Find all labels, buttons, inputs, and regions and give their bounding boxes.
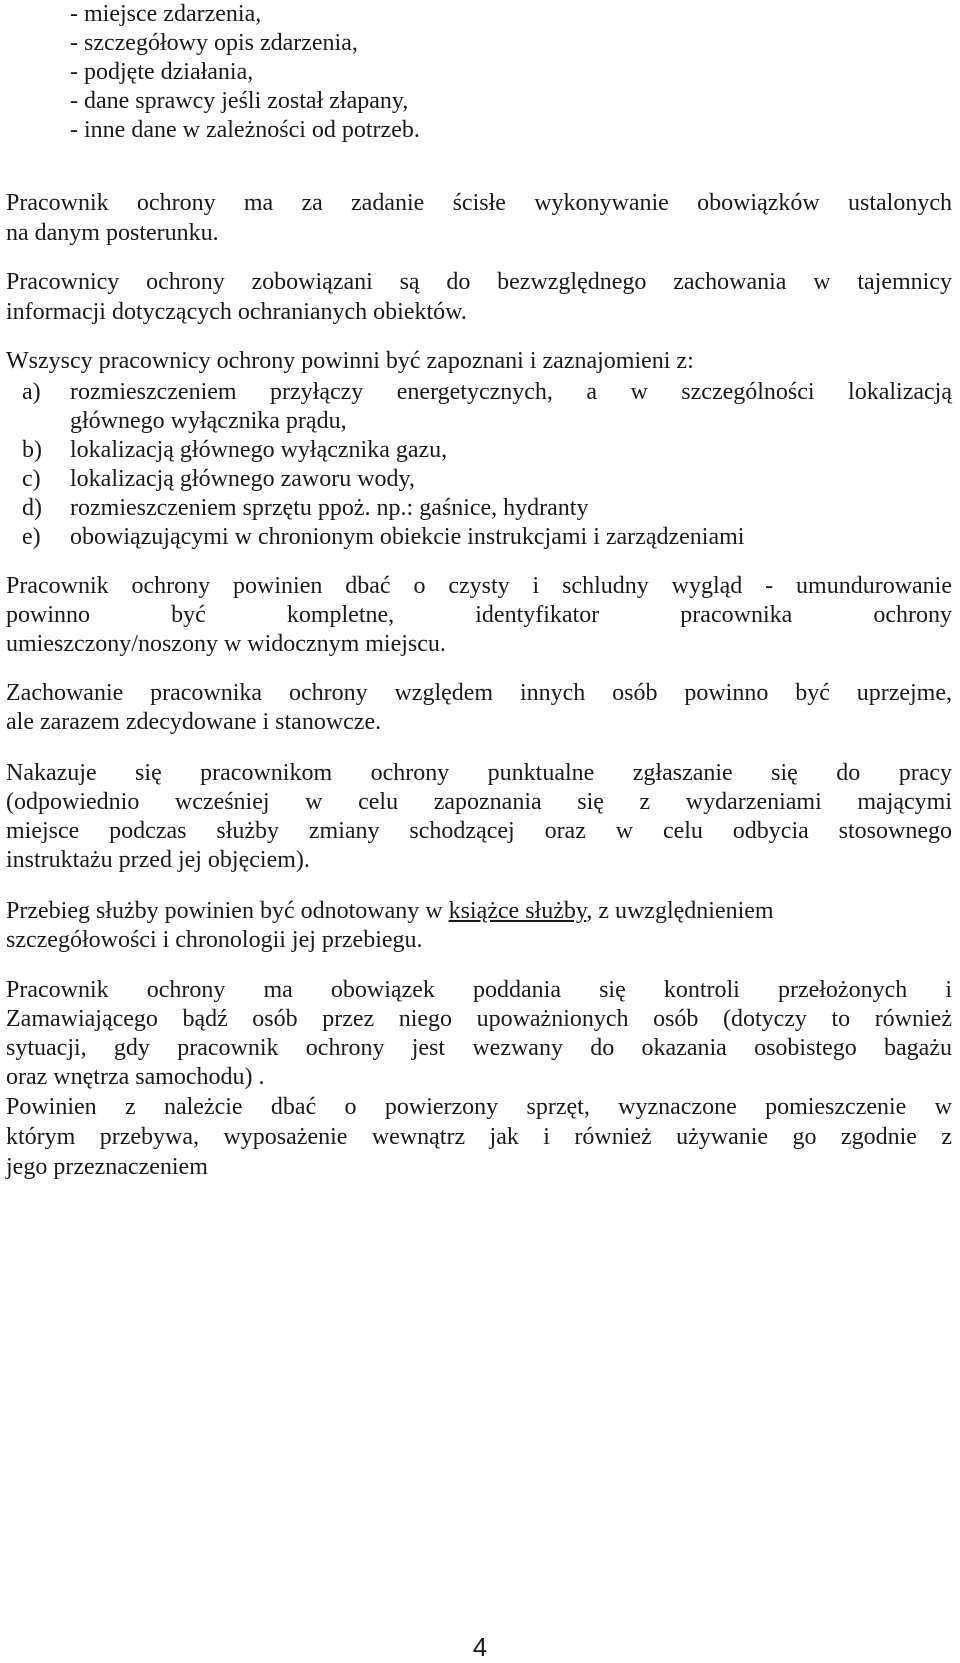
list-item: rozmieszczeniem przyłączy energetycznych, a w szczególności lokalizacją: [70, 379, 952, 405]
list-item: - miejsce zdarzenia,: [70, 1, 262, 27]
paragraph-line: ale zarazem zdecydowane i stanowcze.: [6, 709, 382, 735]
paragraph-line: Zachowanie pracownika ochrony względem innych osób powinno być uprzejme,: [6, 680, 952, 706]
list-item: głównego wyłącznika prądu,: [70, 408, 347, 434]
paragraph-line: szczegółowości i chronologii jej przebiegu.: [6, 927, 423, 953]
paragraph-line: Wszyscy pracownicy ochrony powinni być zapoznani i zaznajomieni z:: [6, 348, 694, 374]
paragraph-line: Pracownik ochrony powinien dbać o czysty i schludny wygląd - umundurowanie: [6, 573, 952, 599]
list-item: - inne dane w zależności od potrzeb.: [70, 117, 420, 143]
text-segment: , z uwzględnieniem: [586, 898, 774, 924]
paragraph-line: jego przeznaczeniem: [6, 1154, 208, 1180]
list-item: - podjęte działania,: [70, 59, 254, 85]
paragraph-line: (odpowiednio wcześniej w celu zapoznania się z wydarzeniami mającymi: [6, 789, 952, 815]
list-item: - dane sprawcy jeśli został złapany,: [70, 88, 409, 114]
paragraph-line: Powinien z należcie dbać o powierzony sprzęt, wyznaczone pomieszczenie w: [6, 1094, 952, 1120]
list-item: obowiązującymi w chronionym obiekcie instrukcjami i zarządzeniami: [70, 524, 745, 550]
paragraph-line: Nakazuje się pracownikom ochrony punktualne zgłaszanie się do pracy: [6, 760, 952, 786]
list-item: lokalizacją głównego zaworu wody,: [70, 466, 415, 492]
paragraph-line: powinno być kompletne, identyfikator pracownika ochrony: [6, 602, 952, 628]
paragraph-line: Pracownicy ochrony zobowiązani są do bezwzględnego zachowania w tajemnicy: [6, 269, 952, 295]
paragraph-line: na danym posterunku.: [6, 220, 219, 246]
list-item: rozmieszczeniem sprzętu ppoż. np.: gaśnice, hydranty: [70, 495, 589, 521]
paragraph-line: którym przebywa, wyposażenie wewnątrz jak i również używanie go zgodnie z: [6, 1124, 952, 1150]
list-item: - szczegółowy opis zdarzenia,: [70, 30, 358, 56]
paragraph-line: sytuacji, gdy pracownik ochrony jest wezwany do okazania osobistego bagażu: [6, 1035, 952, 1061]
paragraph-line: informacji dotyczących ochranianych obiektów.: [6, 299, 467, 325]
paragraph-line: Zamawiającego bądź osób przez niego upoważnionych osób (dotyczy to również: [6, 1006, 952, 1032]
list-label: c): [22, 466, 41, 492]
list-label: e): [22, 524, 41, 550]
paragraph-line: Pracownik ochrony ma za zadanie ścisłe wykonywanie obowiązków ustalonych: [6, 190, 952, 216]
paragraph-line: [6, 897, 952, 927]
list-label: a): [22, 379, 41, 405]
paragraph-line: instruktażu przed jej objęciem).: [6, 847, 310, 873]
paragraph-line: Pracownik ochrony ma obowiązek poddania się kontroli przełożonych i: [6, 977, 952, 1003]
paragraph-line: oraz wnętrza samochodu) .: [6, 1064, 265, 1090]
text-segment: Przebieg służby powinien być odnotowany w: [6, 898, 449, 924]
list-label: d): [22, 495, 42, 521]
paragraph-line: umieszczony/noszony w widocznym miejscu.: [6, 631, 446, 657]
paragraph-line: miejsce podczas służby zmiany schodzącej oraz w celu odbycia stosownego: [6, 818, 952, 844]
list-label: b): [22, 437, 42, 463]
list-item: lokalizacją głównego wyłącznika gazu,: [70, 437, 448, 463]
underlined-term: książce służby: [448, 898, 587, 924]
page-number: 4: [472, 1632, 488, 1662]
